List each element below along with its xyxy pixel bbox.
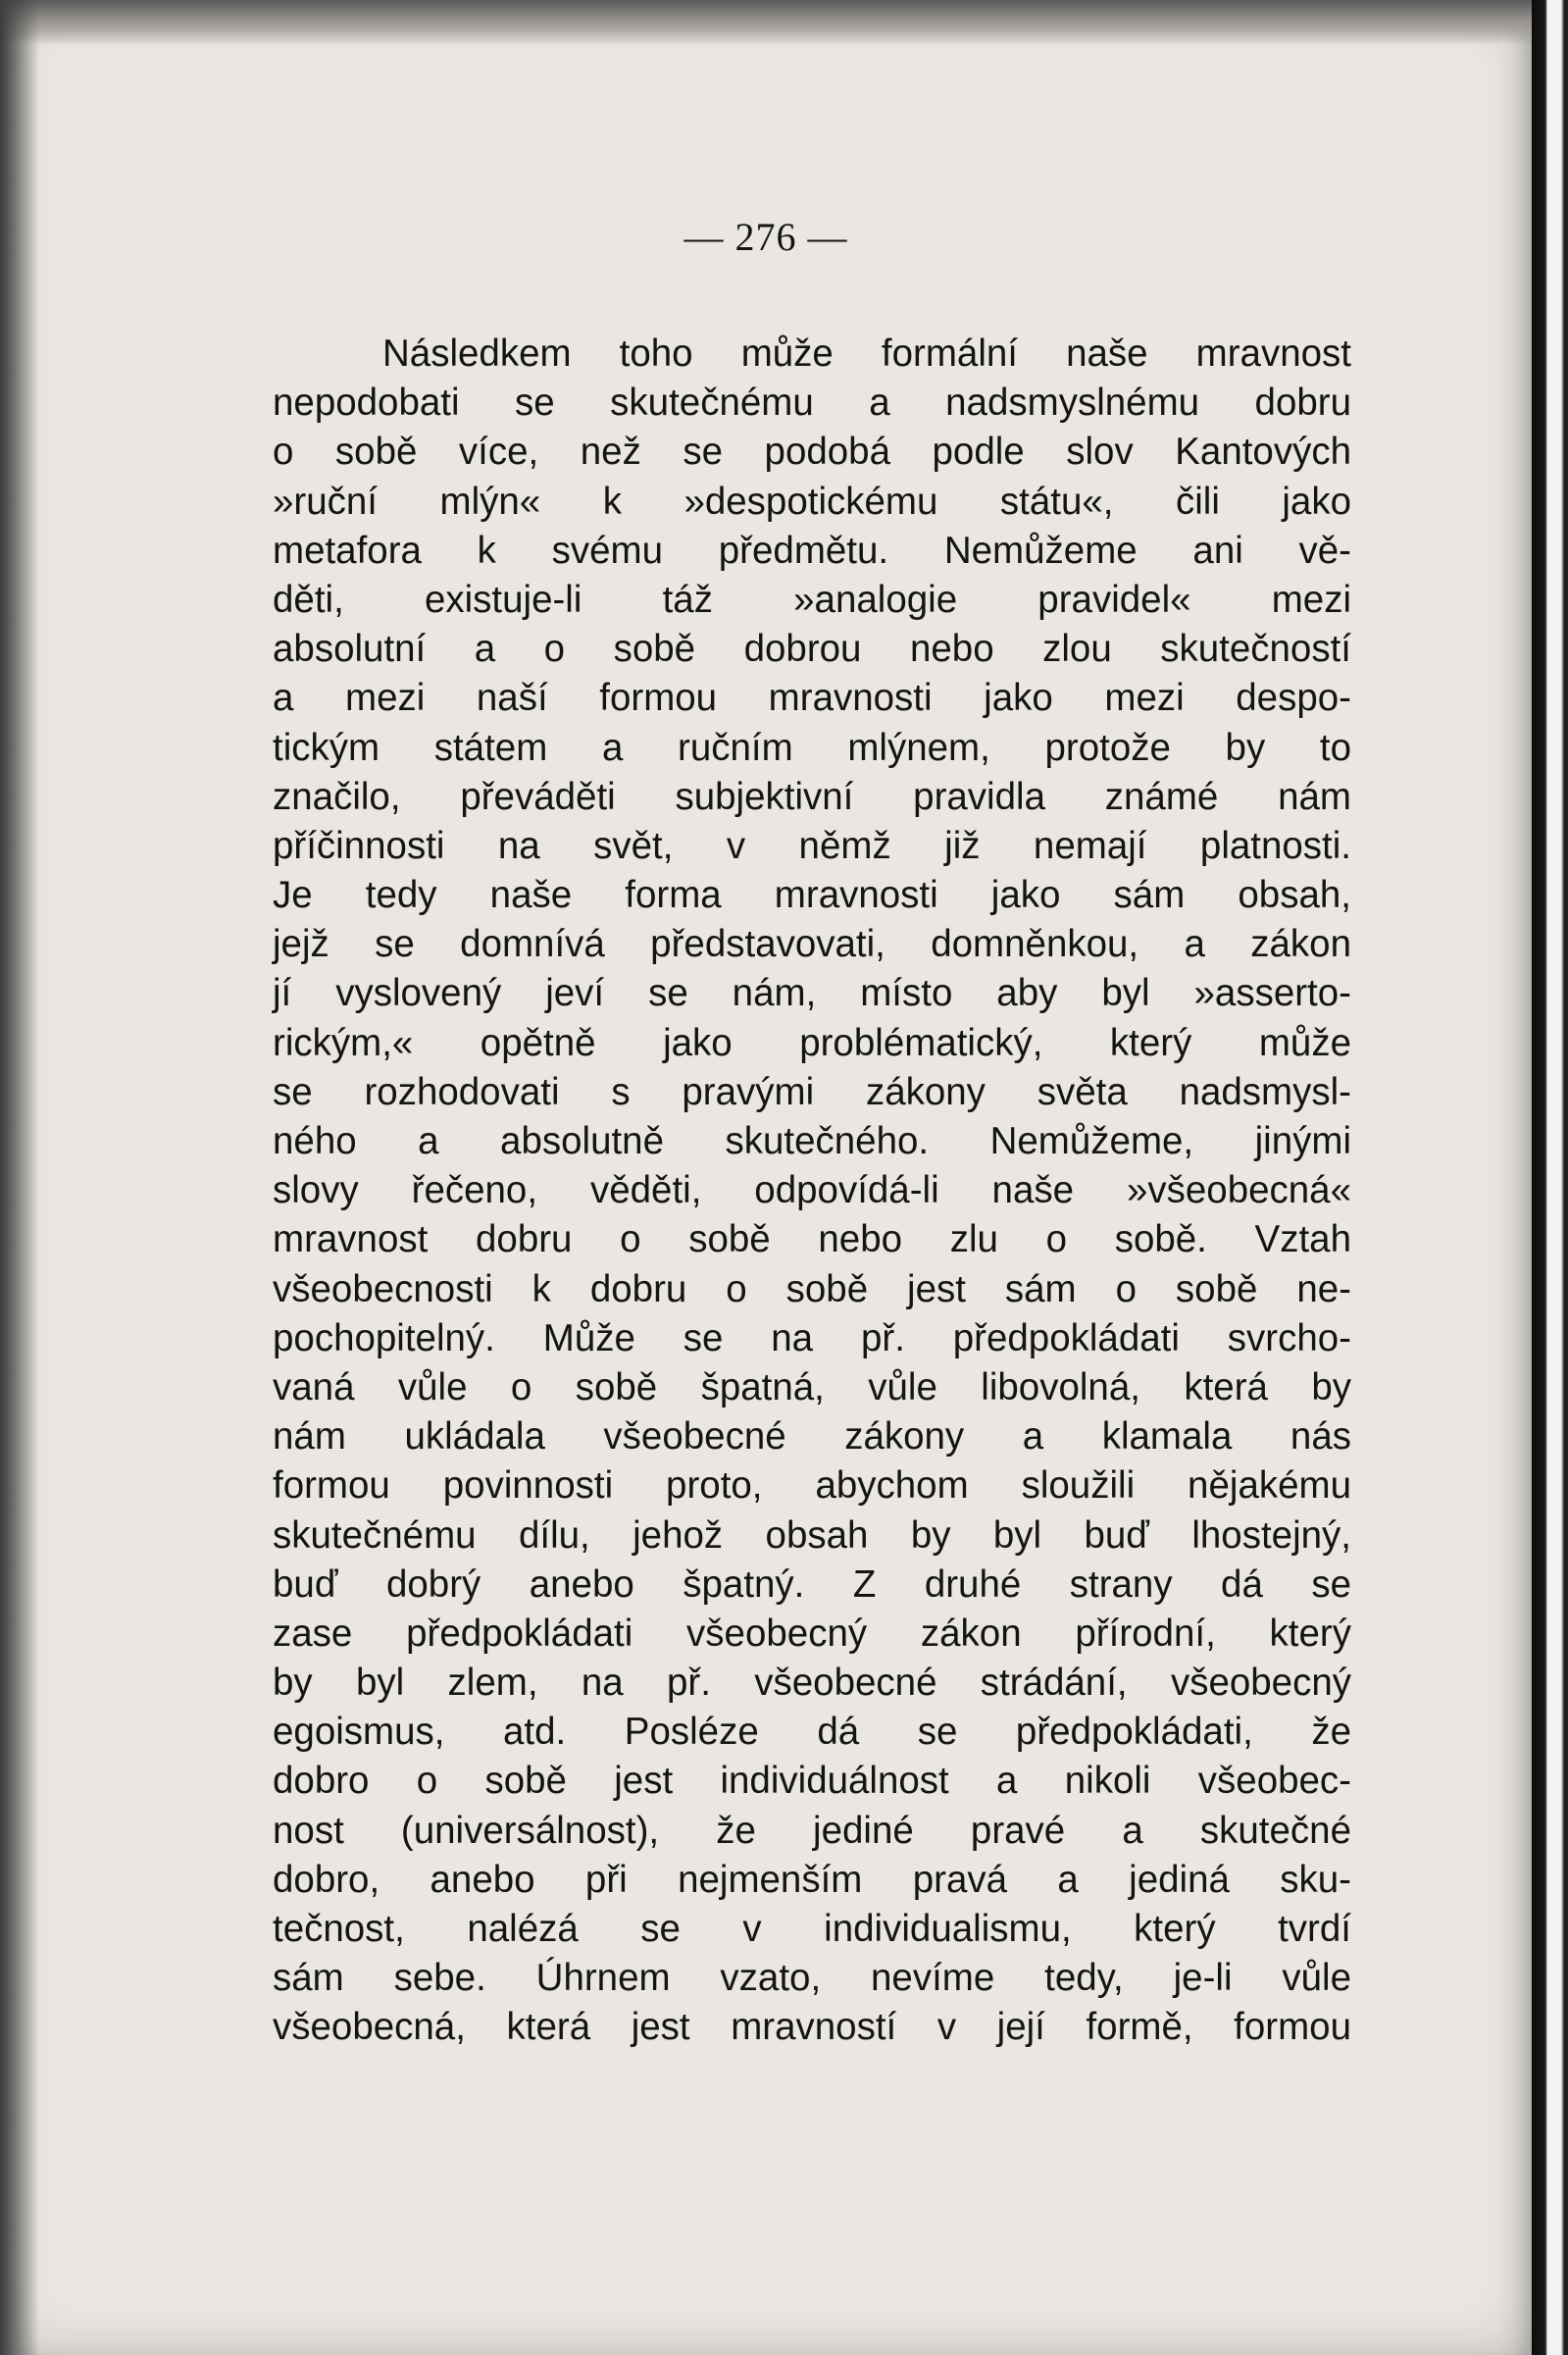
page-number: — 276 —: [683, 215, 848, 259]
text-line: jí vyslovený jeví se nám, místo aby byl »asserto-: [273, 972, 1351, 1015]
text-line: nost (universálnost), že jediné pravé a skutečné: [273, 1809, 1351, 1852]
text-line: tečnost, nalézá se v individualismu, který tvrdí: [273, 1908, 1351, 1950]
text-line: se rozhodovati s pravými zákony světa nadsmysl-: [273, 1070, 1351, 1113]
text-line: vaná vůle o sobě špatná, vůle libovolná, která by: [273, 1365, 1351, 1408]
body-paragraph: [273, 330, 1351, 2053]
text-line: o sobě více, než se podobá podle slov Kantových: [273, 431, 1351, 474]
text-line: dobro o sobě jest individuálnost a nikoli všeobec-: [273, 1760, 1351, 1803]
text-line: egoismus, atd. Posléze dá se předpokládati, že: [273, 1711, 1351, 1754]
text-line: nepodobati se skutečnému a nadsmyslnému dobru: [273, 382, 1351, 425]
text-line: buď dobrý anebo špatný. Z druhé strany dá se: [273, 1562, 1351, 1606]
text-line: zase předpokládati všeobecný zákon přírodní, který: [273, 1612, 1351, 1655]
text-line: sám sebe. Úhrnem vzato, nevíme tedy, je-li vůle: [273, 1957, 1351, 2000]
text-line: ného a absolutně skutečného. Nemůžeme, jinými: [273, 1120, 1351, 1162]
text-line: všeobecnosti k dobru o sobě jest sám o sobě ne-: [273, 1267, 1351, 1310]
text-line: a mezi naší formou mravnosti jako mezi despo-: [273, 677, 1351, 720]
text-line: »ruční mlýn« k »despotickému státu«, čili jako: [273, 480, 1351, 523]
text-line: by byl zlem, na př. všeobecné strádání, všeobecný: [273, 1662, 1351, 1705]
text-line: nám ukládala všeobecné zákony a klamala nás: [273, 1415, 1351, 1459]
text-line: formou povinnosti proto, abychom sloužili nějakému: [273, 1464, 1351, 1508]
text-line: rickým,« opětně jako problématický, který může: [273, 1021, 1351, 1064]
text-line: slovy řečeno, věděti, odpovídá-li naše »všeobecná«: [273, 1169, 1351, 1212]
top-shadow-edge: [0, 0, 1532, 45]
text-line: všeobecná, která jest mravností v její formě, formou: [273, 2006, 1351, 2049]
text-line: tickým státem a ručním mlýnem, protože by to: [273, 726, 1351, 769]
text-line: dobro, anebo při nejmenším pravá a jediná sku-: [273, 1858, 1351, 1901]
text-line: Následkem toho může formální naše mravnost: [382, 333, 1351, 375]
text-line: pochopitelný. Může se na př. předpokládati svrcho-: [273, 1316, 1351, 1359]
right-binding-edge: [1532, 0, 1568, 2355]
text-line: příčinnosti na svět, v němž již nemají platnosti.: [273, 824, 1351, 867]
text-line: mravnost dobru o sobě nebo zlu o sobě. Vztah: [273, 1218, 1351, 1261]
text-line: skutečnému dílu, jehož obsah by byl buď lhostejný,: [273, 1513, 1351, 1557]
text-line: děti, existuje-li táž »analogie pravidel« mezi: [273, 578, 1351, 621]
text-line: absolutní a o sobě dobrou nebo zlou skutečností: [273, 628, 1351, 671]
text-line: Je tedy naše forma mravnosti jako sám obsah,: [273, 874, 1351, 917]
text-line: značilo, převáděti subjektivní pravidla známé nám: [273, 775, 1351, 818]
text-line: jejž se domnívá představovati, domněnkou, a zákon: [273, 923, 1351, 966]
left-shadow-edge: [0, 0, 39, 2355]
text-line: metafora k svému předmětu. Nemůžeme ani vě-: [273, 529, 1351, 572]
